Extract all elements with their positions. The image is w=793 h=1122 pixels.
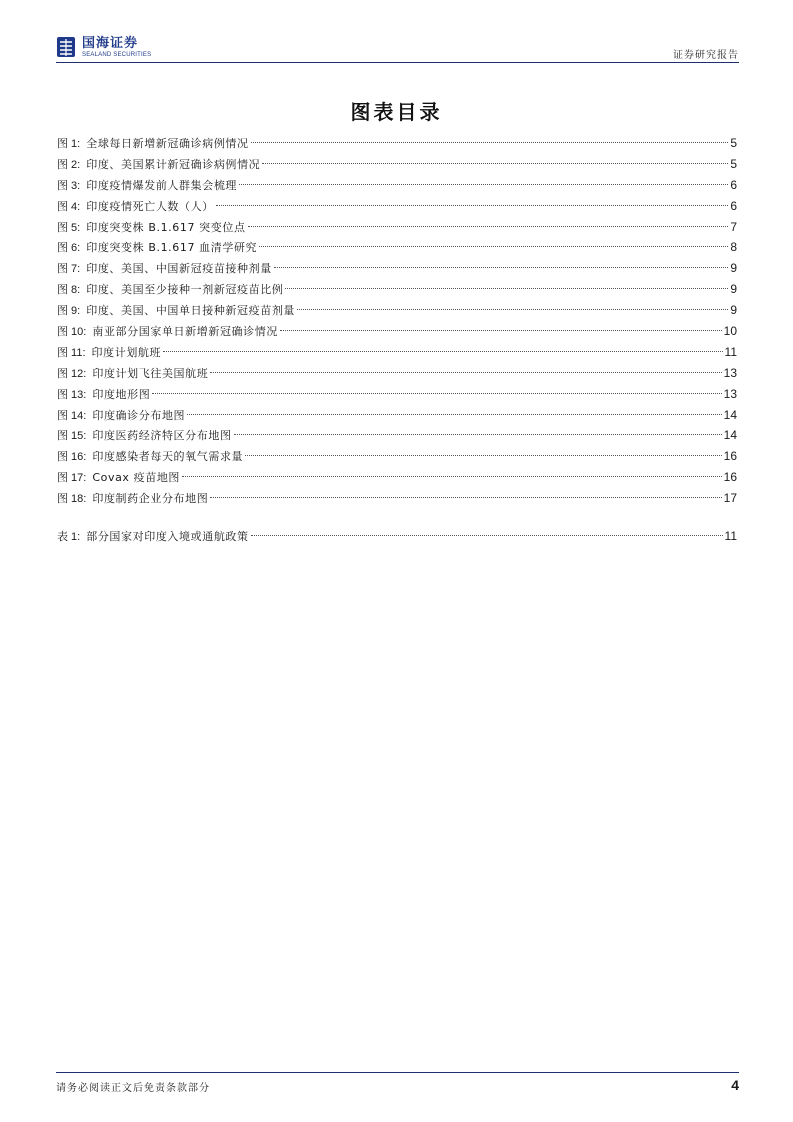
page-footer xyxy=(56,1072,739,1094)
figure-entry[interactable] xyxy=(57,425,737,446)
page-header xyxy=(56,34,739,63)
entry-title: 印度、美国至少接种一剂新冠疫苗比例 xyxy=(86,283,284,297)
entry-label: 图 7: xyxy=(57,263,81,276)
figure-entry[interactable] xyxy=(57,258,737,279)
dot-leader xyxy=(234,434,722,435)
entry-page-number: 13 xyxy=(723,365,737,380)
dot-leader xyxy=(248,226,729,227)
entry-title: 印度、美国累计新冠确诊病例情况 xyxy=(86,157,261,171)
dot-leader xyxy=(152,393,721,394)
entry-page-number: 9 xyxy=(730,303,737,318)
report-type: 证券研究报告 xyxy=(673,50,739,61)
dot-leader xyxy=(245,455,721,456)
entry-page-number: 9 xyxy=(730,261,737,276)
entry-page-number: 17 xyxy=(723,491,737,506)
entry-title: Covax 疫苗地图 xyxy=(92,471,181,485)
entry-label: 图 18: xyxy=(57,493,87,506)
figure-entry[interactable] xyxy=(57,217,737,238)
entry-label: 图 15: xyxy=(57,430,87,443)
entry-label: 图 10: xyxy=(57,326,87,339)
entry-label: 图 4: xyxy=(57,200,81,213)
table-list xyxy=(57,526,737,547)
dot-leader xyxy=(182,476,722,477)
entry-label: 图 17: xyxy=(57,472,87,485)
dot-leader xyxy=(210,372,721,373)
entry-label: 表 1: xyxy=(57,531,81,543)
figure-entry[interactable] xyxy=(57,342,737,363)
figure-entry[interactable] xyxy=(57,363,737,384)
entry-title: 印度感染者每天的氧气需求量 xyxy=(92,450,244,464)
entry-title: 印度突变株 B.1.617 突变位点 xyxy=(86,220,246,234)
brand-name-cn: 国海证券 xyxy=(82,35,139,51)
entry-label: 图 11: xyxy=(57,346,86,359)
figure-entry[interactable] xyxy=(57,446,737,467)
dot-leader xyxy=(274,267,728,268)
entry-page-number: 6 xyxy=(730,198,737,213)
entry-page-number: 6 xyxy=(730,177,737,192)
figure-entry[interactable] xyxy=(57,154,737,175)
entry-page-number: 11 xyxy=(724,344,737,359)
entry-title: 印度、美国、中国新冠疫苗接种剂量 xyxy=(86,262,272,276)
entry-title: 部分国家对印度入境或通航政策 xyxy=(86,530,249,543)
entry-page-number: 5 xyxy=(730,136,737,150)
entry-title: 全球每日新增新冠确诊病例情况 xyxy=(86,137,249,150)
entry-title: 印度地形图 xyxy=(92,387,151,401)
entry-title: 印度疫情爆发前人群集会梳理 xyxy=(86,178,238,192)
dot-leader xyxy=(251,535,723,536)
figure-entry[interactable] xyxy=(57,237,737,258)
table-entry[interactable] xyxy=(57,526,737,547)
figure-entry[interactable] xyxy=(57,300,737,321)
figure-entry[interactable] xyxy=(57,279,737,300)
entry-label: 图 16: xyxy=(57,451,87,464)
entry-label: 图 12: xyxy=(57,367,87,380)
entry-title: 印度医药经济特区分布地图 xyxy=(92,429,232,443)
dot-leader xyxy=(210,497,721,498)
figure-entry[interactable] xyxy=(57,488,737,509)
entry-title: 印度制药企业分布地图 xyxy=(92,492,209,506)
entry-page-number: 14 xyxy=(723,407,737,422)
figure-list xyxy=(57,133,737,509)
entry-title: 印度疫情死亡人数（人） xyxy=(86,199,214,213)
figure-entry[interactable] xyxy=(57,405,737,426)
entry-page-number: 8 xyxy=(730,240,737,255)
page-number: 4 xyxy=(731,1077,739,1093)
entry-label: 图 8: xyxy=(57,284,81,297)
entry-title: 印度确诊分布地图 xyxy=(92,408,186,422)
entry-page-number: 13 xyxy=(723,386,737,401)
figure-entry[interactable] xyxy=(57,321,737,342)
brand-name-en: SEALAND SECURITIES xyxy=(82,51,152,58)
entry-label: 图 13: xyxy=(57,388,87,401)
disclaimer-note: 请务必阅读正文后免责条款部分 xyxy=(56,1083,210,1094)
figure-entry[interactable] xyxy=(57,133,737,154)
entry-label: 图 5: xyxy=(57,221,81,234)
sealand-logo-icon xyxy=(56,36,76,58)
entry-label: 图 3: xyxy=(57,179,81,192)
entry-page-number: 16 xyxy=(723,449,737,464)
figure-entry[interactable] xyxy=(57,467,737,488)
entry-label: 图 14: xyxy=(57,409,87,422)
dot-leader xyxy=(239,184,728,185)
entry-title: 印度计划航班 xyxy=(91,345,162,359)
entry-page-number: 10 xyxy=(723,324,737,339)
figure-entry[interactable] xyxy=(57,196,737,217)
entry-page-number: 11 xyxy=(724,529,737,543)
entry-label: 图 9: xyxy=(57,305,81,318)
dot-leader xyxy=(262,163,728,164)
entry-page-number: 7 xyxy=(730,219,737,234)
entry-label: 图 1: xyxy=(57,138,81,150)
dot-leader xyxy=(259,246,728,247)
entry-page-number: 5 xyxy=(730,156,737,171)
dot-leader xyxy=(216,205,728,206)
figure-entry[interactable] xyxy=(57,384,737,405)
entry-title: 南亚部分国家单日新增新冠确诊情况 xyxy=(92,325,278,339)
page-title: 图表目录 xyxy=(350,100,443,124)
figure-entry[interactable] xyxy=(57,175,737,196)
dot-leader xyxy=(163,351,722,352)
brand-logo xyxy=(56,34,151,60)
entry-title: 印度、美国、中国单日接种新冠疫苗剂量 xyxy=(86,304,296,318)
entry-title: 印度突变株 B.1.617 血清学研究 xyxy=(86,241,258,255)
dot-leader xyxy=(280,330,722,331)
entry-page-number: 14 xyxy=(723,428,737,443)
entry-label: 图 6: xyxy=(57,242,81,255)
dot-leader xyxy=(285,288,728,289)
entry-page-number: 9 xyxy=(730,282,737,297)
entry-title: 印度计划飞往美国航班 xyxy=(92,366,209,380)
dot-leader xyxy=(251,142,729,143)
dot-leader xyxy=(187,414,721,415)
entry-page-number: 16 xyxy=(723,470,737,485)
entry-label: 图 2: xyxy=(57,158,81,171)
dot-leader xyxy=(297,309,728,310)
